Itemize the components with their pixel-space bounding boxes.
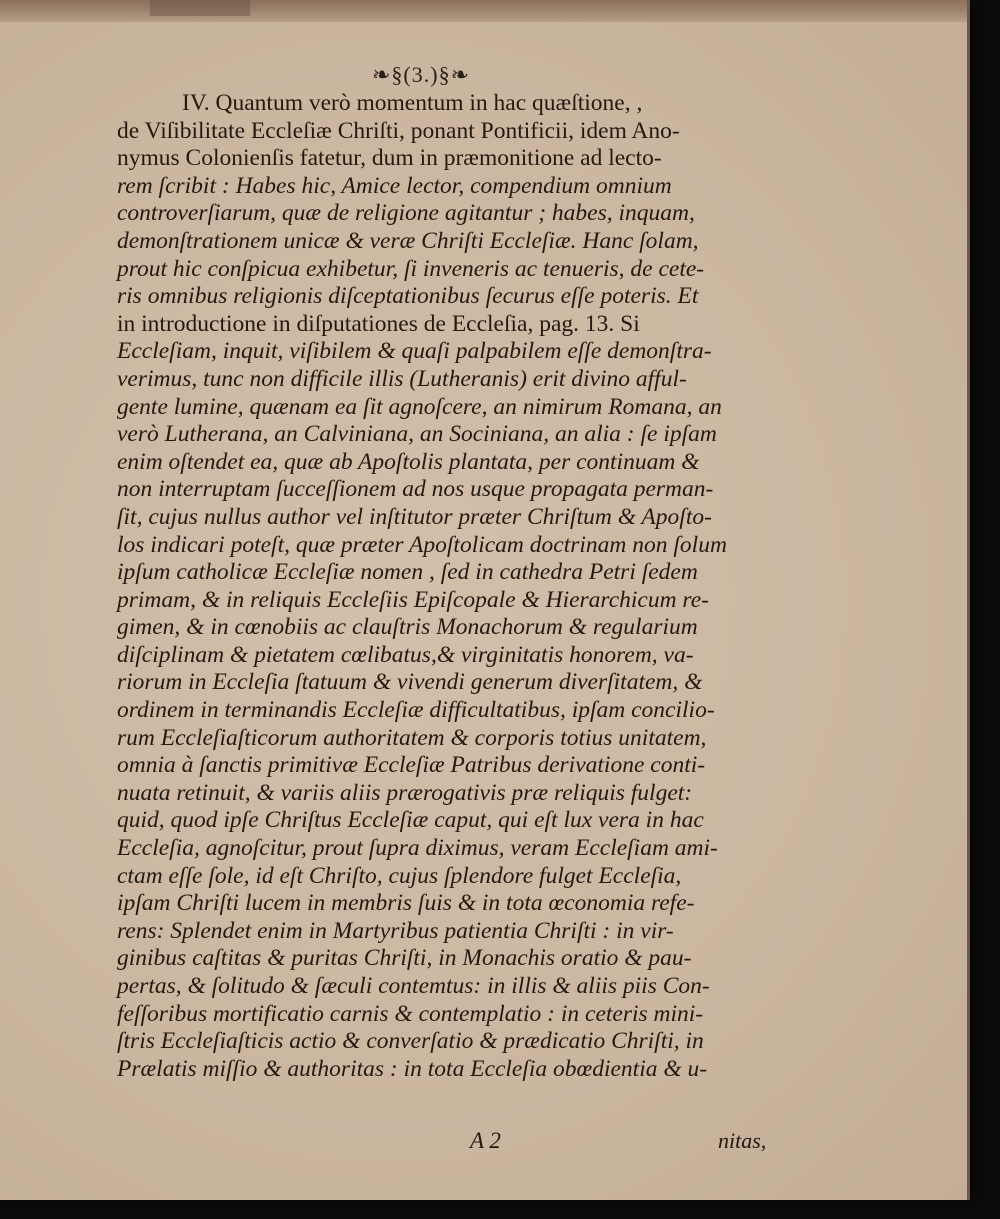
text-line: gente lumine, quænam ea ſit agnoſcere, an nimirum Romana, an	[117, 393, 722, 420]
catchword: nitas,	[718, 1128, 767, 1153]
text-line: gimen, & in cœnobiis ac clauſtris Monachorum & regularium	[117, 614, 698, 641]
text-line: enim oſtendet ea, quæ ab Apoſtolis plantata, per continuam &	[117, 448, 700, 475]
text-line: in introductione in diſputationes de Eccleſia, pag. 13. Si	[117, 310, 640, 337]
body-text	[117, 90, 797, 1083]
text-line: ipſum catholicæ Eccleſiæ nomen , ſed in cathedra Petri ſedem	[117, 559, 698, 586]
text-line: riorum in Eccleſia ſtatuum & vivendi generum diverſitatem, &	[117, 669, 703, 696]
text-line: feſſoribus mortificatio carnis & contemplatio : in ceteris mini-	[117, 1000, 704, 1027]
edge-stain	[150, 0, 250, 16]
text-line: pertas, & ſolitudo & ſæculi contemtus: in illis & aliis piis Con-	[117, 973, 710, 999]
text-line: verimus, tunc non difficile illis (Lutheranis) erit divino afful-	[117, 365, 687, 392]
text-line: Prælatis miſſio & authoritas : in tota Eccleſia obœdientia & u-	[117, 1055, 708, 1082]
text-line: rens: Splendet enim in Martyribus patientia Chriſti : in vir-	[117, 917, 674, 944]
text-line: prout hic conſpicua exhibetur, ſi inveneris ac tenueris, de cete-	[117, 255, 705, 282]
text-line: ginibus caſtitas & puritas Chriſti, in Monachis oratio & pau-	[117, 945, 692, 972]
text-line: Eccleſiam, inquit, viſibilem & quaſi palpabilem eſſe demonſtra-	[117, 338, 712, 365]
text-line: de Viſibilitate Eccleſiæ Chriſti, ponant Pontificii, idem Ano-	[117, 117, 680, 144]
text-line: rum Eccleſiaſticorum authoritatem & corporis totius unitatem,	[117, 724, 707, 751]
text-line: IV. Quantum verò momentum in hac quæſtione, ,	[182, 90, 643, 116]
page-top-edge	[0, 0, 967, 22]
text-line: demonſtrationem unicæ & veræ Chriſti Eccleſiæ. Hanc ſolam,	[117, 227, 699, 254]
text-line: quid, quod ipſe Chriſtus Eccleſiæ caput, qui eſt lux vera in hac	[117, 807, 704, 834]
text-line: ſit, cujus nullus author vel inſtitutor præter Chriſtum & Apoſto-	[117, 503, 712, 530]
text-line: ſtris Eccleſiaſticis actio & converſatio & prædicatio Chriſti, in	[117, 1028, 704, 1055]
text-line: controverſiarum, quæ de religione agitantur ; habes, inquam,	[117, 200, 695, 227]
text-line: ris omnibus religionis diſceptationibus ſecurus eſſe poteris. Et	[117, 283, 699, 310]
text-line: primam, & in reliquis Eccleſiis Epiſcopale & Hierarchicum re-	[117, 586, 709, 613]
text-line: nymus Colonienſis fatetur, dum in præmonitione ad lecto-	[117, 145, 662, 172]
text-line: non interruptam ſucceſſionem ad nos usque propagata perman-	[117, 476, 714, 503]
text-line: ctam eſſe ſole, id eſt Chriſto, cujus ſplendore fulget Eccleſia,	[117, 862, 682, 889]
text-line: omnia à ſanctis primitivæ Eccleſiæ Patribus derivatione conti-	[117, 752, 706, 779]
text-line: Eccleſia, agnoſcitur, prout ſupra diximus, veram Eccleſiam ami-	[117, 835, 718, 862]
signature-mark: A 2	[470, 1128, 501, 1153]
text-line: ordinem in terminandis Eccleſiæ difficultatibus, ipſam concilio-	[117, 697, 715, 724]
text-line: rem ſcribit : Habes hic, Amice lector, compendium omnium	[117, 172, 672, 199]
text-line: nuata retinuit, & variis aliis prærogativis præ reliquis fulget:	[117, 779, 693, 806]
text-line: diſciplinam & pietatem cœlibatus,& virginitatis honorem, va-	[117, 641, 694, 668]
page-header: ❧§(3.)§❧	[372, 62, 471, 87]
text-line: los indicari poteſt, quæ præter Apoſtolicam doctrinam non ſolum	[117, 531, 727, 558]
text-line: verò Lutherana, an Calviniana, an Sociniana, an alia : ſe ipſam	[117, 421, 717, 448]
text-line: ipſam Chriſti lucem in membris ſuis & in tota œconomia refe-	[117, 890, 695, 917]
